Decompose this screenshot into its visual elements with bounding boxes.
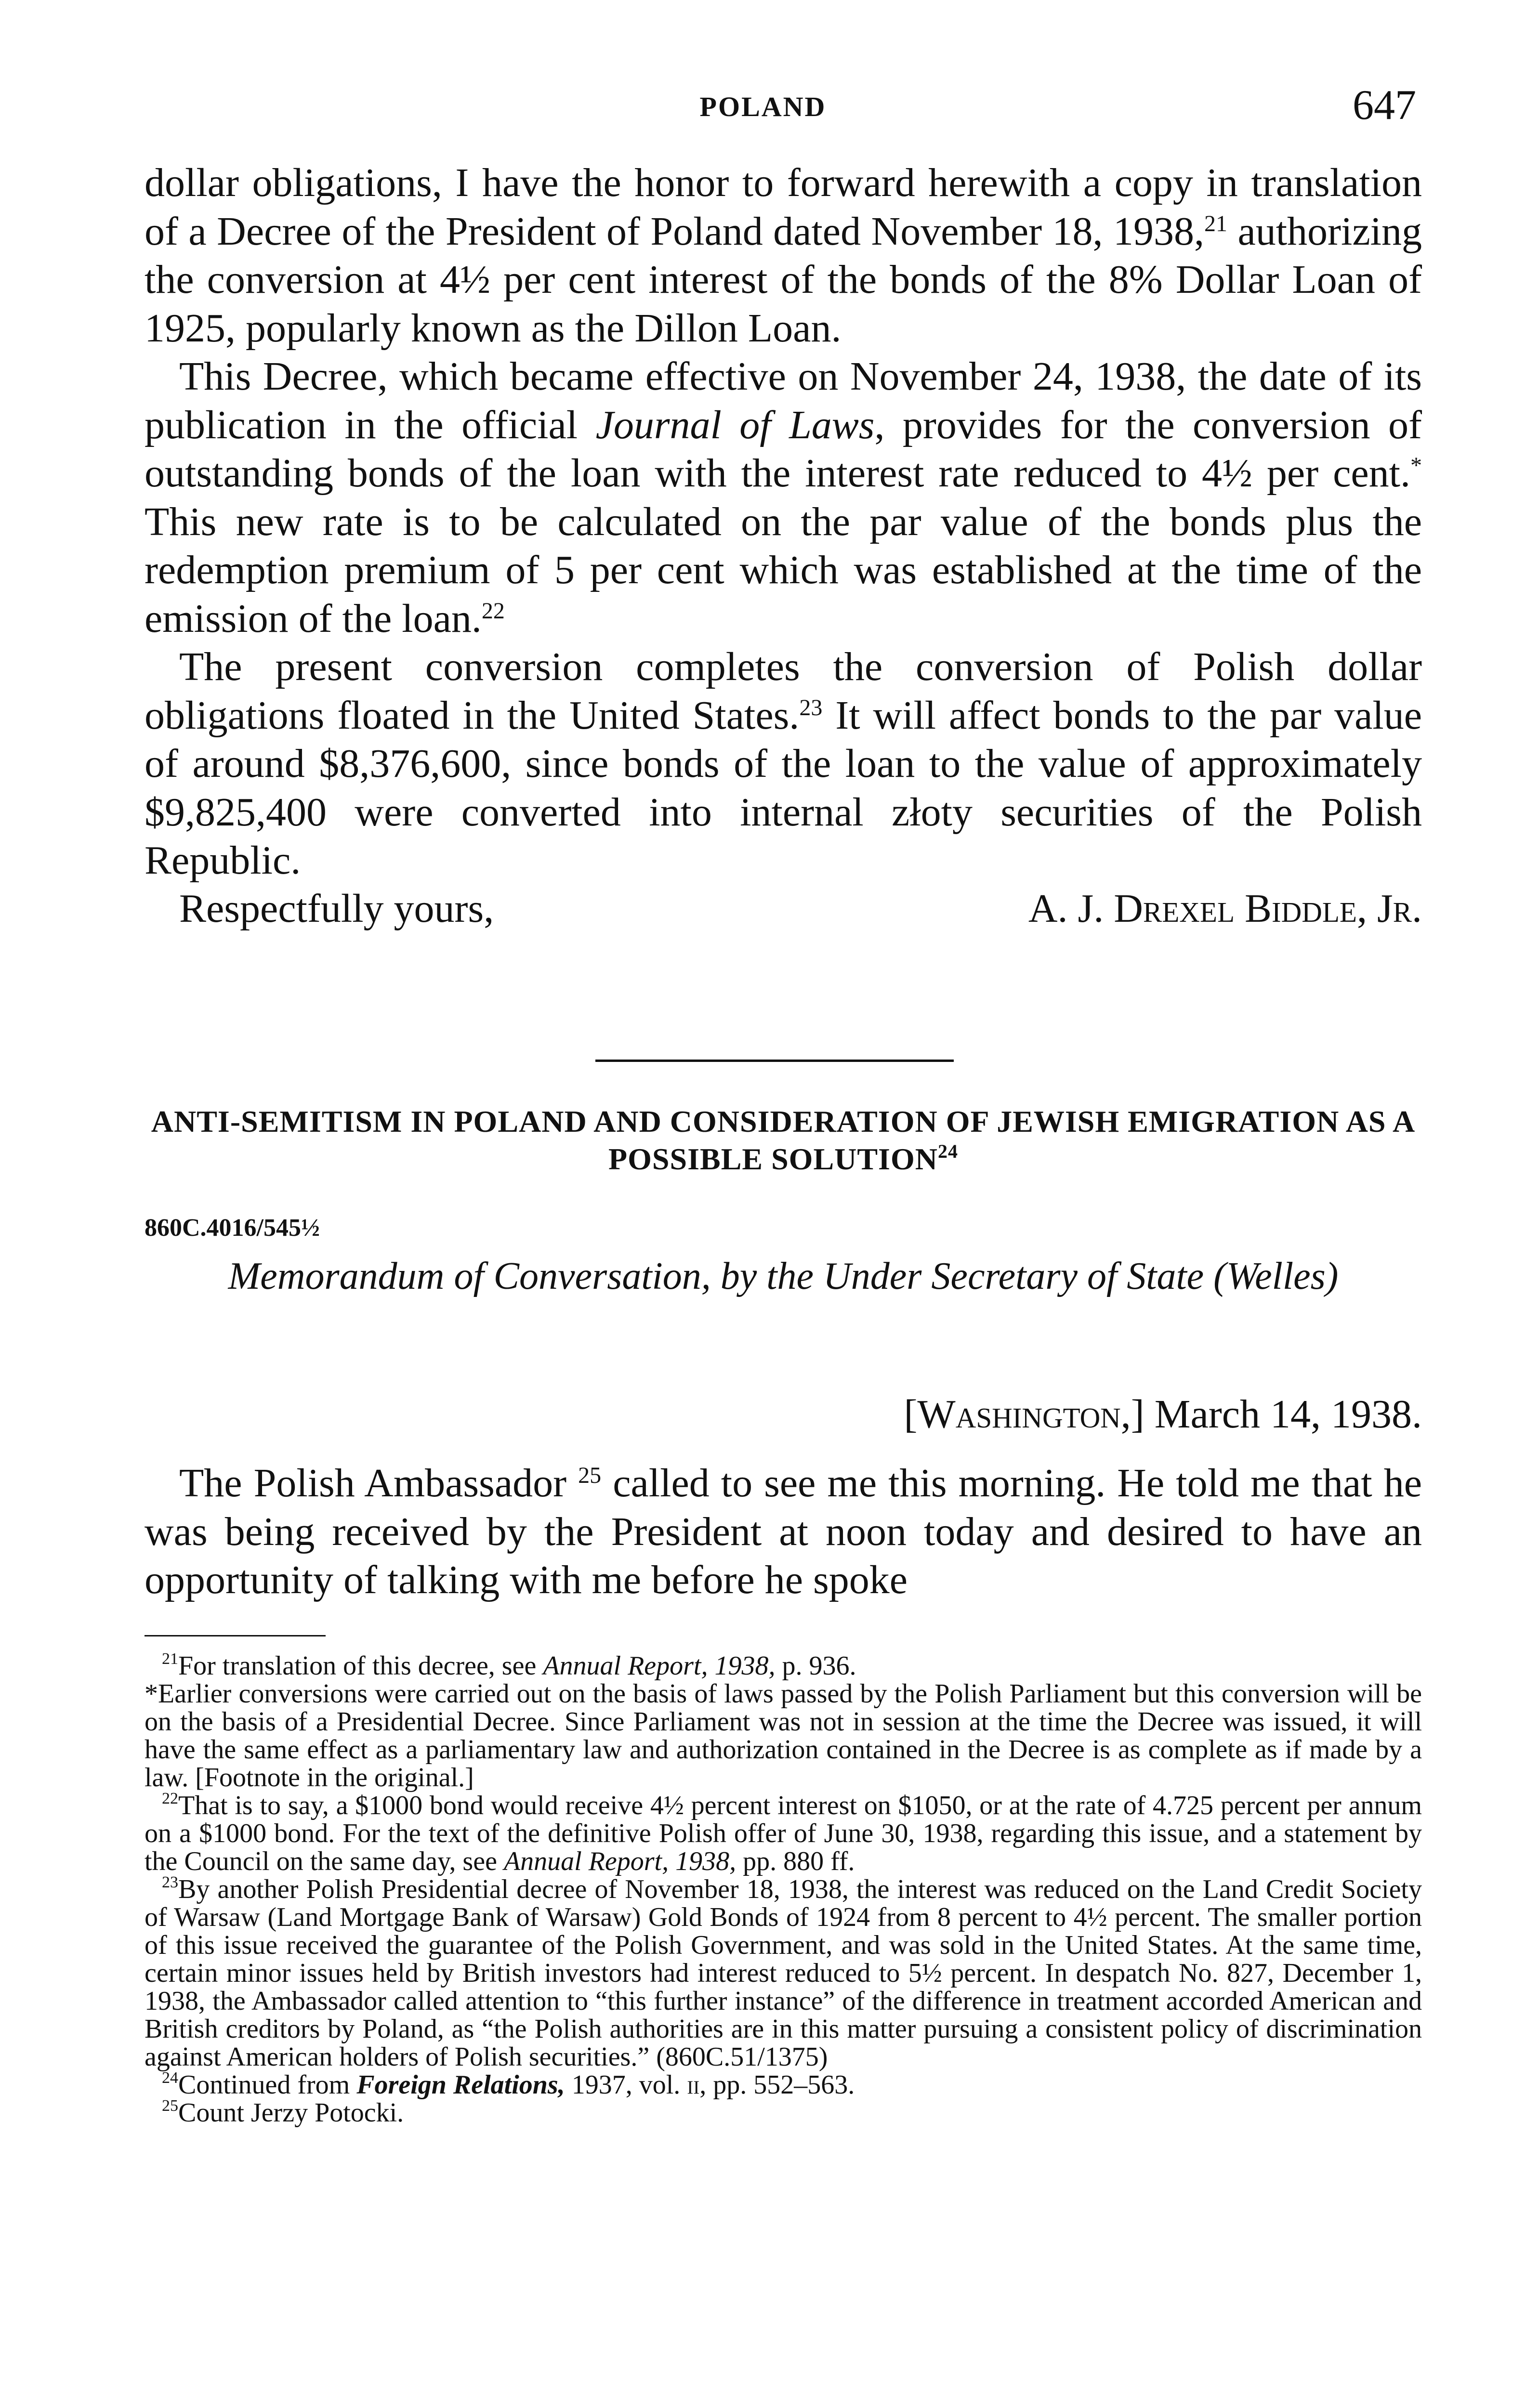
letter-paragraph-2 <box>145 353 1422 643</box>
cited-title: Annual Report, 1938, <box>503 1846 737 1876</box>
text-run: authorizing the conversion at 4½ per cent interest of the bonds of the 8% Dollar Loan of 1925, popularly known as the Dillon Loan. <box>145 209 1422 351</box>
memo-title: Memorandum of Conversation, by the Under Secretary of State (Welles) <box>228 1255 1339 1297</box>
text-run: The Polish Ambassador <box>179 1461 567 1505</box>
letter-paragraph-3 <box>145 643 1422 885</box>
dateline-date: March 14, 1938. <box>1154 1392 1422 1437</box>
signature-row <box>145 885 1422 932</box>
cited-title: Foreign Relations, <box>356 2070 565 2100</box>
text-run: By another Polish Presidential decree of November 18, 1938, the interest was reduced on the Land Credit Society of Warsaw (Land Mortgage Bank of Warsaw) Gold Bonds of 1924 from 8 percent to 4½ percent. The smaller portion of this issue received the guarantee of the Polish Government, and was sold in the United States. At the same time, certain minor issues held by British investors had interest reduced to 5½ percent. In despatch No. 827, December 1, 1938, the Ambassador called attention to “this further instance” of the difference in treatment accorded American and British creditors by Poland, as “the Polish authorities are in this matter pursuing a consistent policy of discrimination against American holders of Polish securities.” (860C.51/1375) <box>145 1874 1422 2072</box>
text-run: Earlier conversions were carried out on the basis of laws passed by the Polish Parliament but this conversion will be on the basis of a Presidential Decree. Since Parliament was not in session at the time the Decree was issued, it will have the same effect as a parliamentary law and authorization contained in the Decree is as complete as if made by a law. [Footnote in the original.] <box>145 1679 1422 1793</box>
text-run: It will affect bonds to the par value of around $8,376,600, since bonds of the loan to the value of approximately $9,825,400 were converted into internal złoty securities of the Polish Republic. <box>145 693 1422 883</box>
dateline <box>904 1391 1422 1438</box>
running-head <box>0 81 1526 134</box>
footnote-ref-star[interactable]: * <box>1410 453 1422 478</box>
footnote-mark: 25 <box>162 2097 178 2115</box>
footnote-25 <box>145 2099 1422 2127</box>
text-run: , pp. 552–563. <box>699 2070 855 2100</box>
footnote-ref-22[interactable]: 22 <box>481 598 505 624</box>
memo-body <box>145 1459 1422 1605</box>
dateline-place: [Washington,] <box>904 1392 1144 1437</box>
footnote-mark: 23 <box>162 1873 178 1891</box>
footnote-23 <box>145 1875 1422 2071</box>
text-run: called to see me this morning. He told me that he was being received by the President at noon today and desired to have an opportunity of talking with me before he spoke <box>145 1461 1422 1602</box>
text-run: p. 936. <box>775 1651 856 1681</box>
cited-title: Annual Report, 1938, <box>543 1651 776 1681</box>
footnote-24 <box>145 2071 1422 2099</box>
text-run: 1937, vol. <box>565 2070 687 2100</box>
file-number: 860C.4016/545½ <box>145 1214 320 1242</box>
footnote-mark: 21 <box>162 1650 178 1668</box>
footnote-ref-25[interactable]: 25 <box>578 1463 602 1488</box>
heading-text: ANTI-SEMITISM IN POLAND AND CONSIDERATION OF JEWISH EMIGRATION AS A POSSIBLE SOLUTION <box>151 1104 1416 1176</box>
footnote-star <box>145 1680 1422 1792</box>
footnote-ref-23[interactable]: 23 <box>799 694 823 720</box>
text-run: Continued from <box>178 2070 357 2100</box>
journal-title: Journal of Laws <box>595 402 875 447</box>
text-run: Count Jerzy Potocki. <box>178 2098 404 2128</box>
footnote-mark: 22 <box>162 1790 178 1807</box>
footnote-mark: 24 <box>162 2069 178 2087</box>
footnote-21 <box>145 1652 1422 1680</box>
footnote-ref-24[interactable]: 24 <box>937 1140 958 1162</box>
letter-body <box>145 159 1422 932</box>
footnote-22 <box>145 1792 1422 1875</box>
text-run: That is to say, a $1000 bond would receive 4½ percent interest on $1050, or at the rate of 4.725 percent per annum on a $1000 bond. For the text of the definitive Polish offer of June 30, 1938, regarding this issue, and a statement by the Council on the same day, see <box>145 1791 1422 1876</box>
text-run: This Decree, which became effective on November 24, 1938, the date of its publication in the official <box>145 354 1422 447</box>
text-run: dollar obligations, I have the honor to forward herewith a copy in translation of a Decree of the President of Poland dated November 18, 1938, <box>145 160 1422 254</box>
text-run: For translation of this decree, see <box>178 1651 543 1681</box>
footnote-mark: * <box>145 1679 158 1709</box>
page-number: 647 <box>1353 82 1416 129</box>
section-divider <box>595 1060 954 1062</box>
memo-paragraph <box>145 1459 1422 1605</box>
running-title: POLAND <box>699 91 827 122</box>
letter-paragraph-1 <box>145 159 1422 353</box>
text-run: The present conversion completes the conversion of Polish dollar obligations floated in the United States. <box>145 644 1422 738</box>
footnotes <box>145 1652 1422 2127</box>
text-run: , provides for the conversion of outstanding bonds of the loan with the interest rate reduced to 4½ per cent. <box>145 402 1422 496</box>
closing: Respectfully yours, <box>179 886 494 931</box>
text-run: pp. 880 ff. <box>736 1846 855 1876</box>
footnote-ref-21[interactable]: 21 <box>1204 210 1227 236</box>
footnote-rule <box>145 1635 326 1636</box>
text-run: This new rate is to be calculated on the par value of the bonds plus the redemption premium of 5 per cent which was established at the time of the emission of the loan. <box>145 499 1422 641</box>
signature: A. J. Drexel Biddle, Jr. <box>1028 886 1422 931</box>
volume-number: ii <box>687 2070 700 2100</box>
section-heading <box>145 1103 1422 1178</box>
